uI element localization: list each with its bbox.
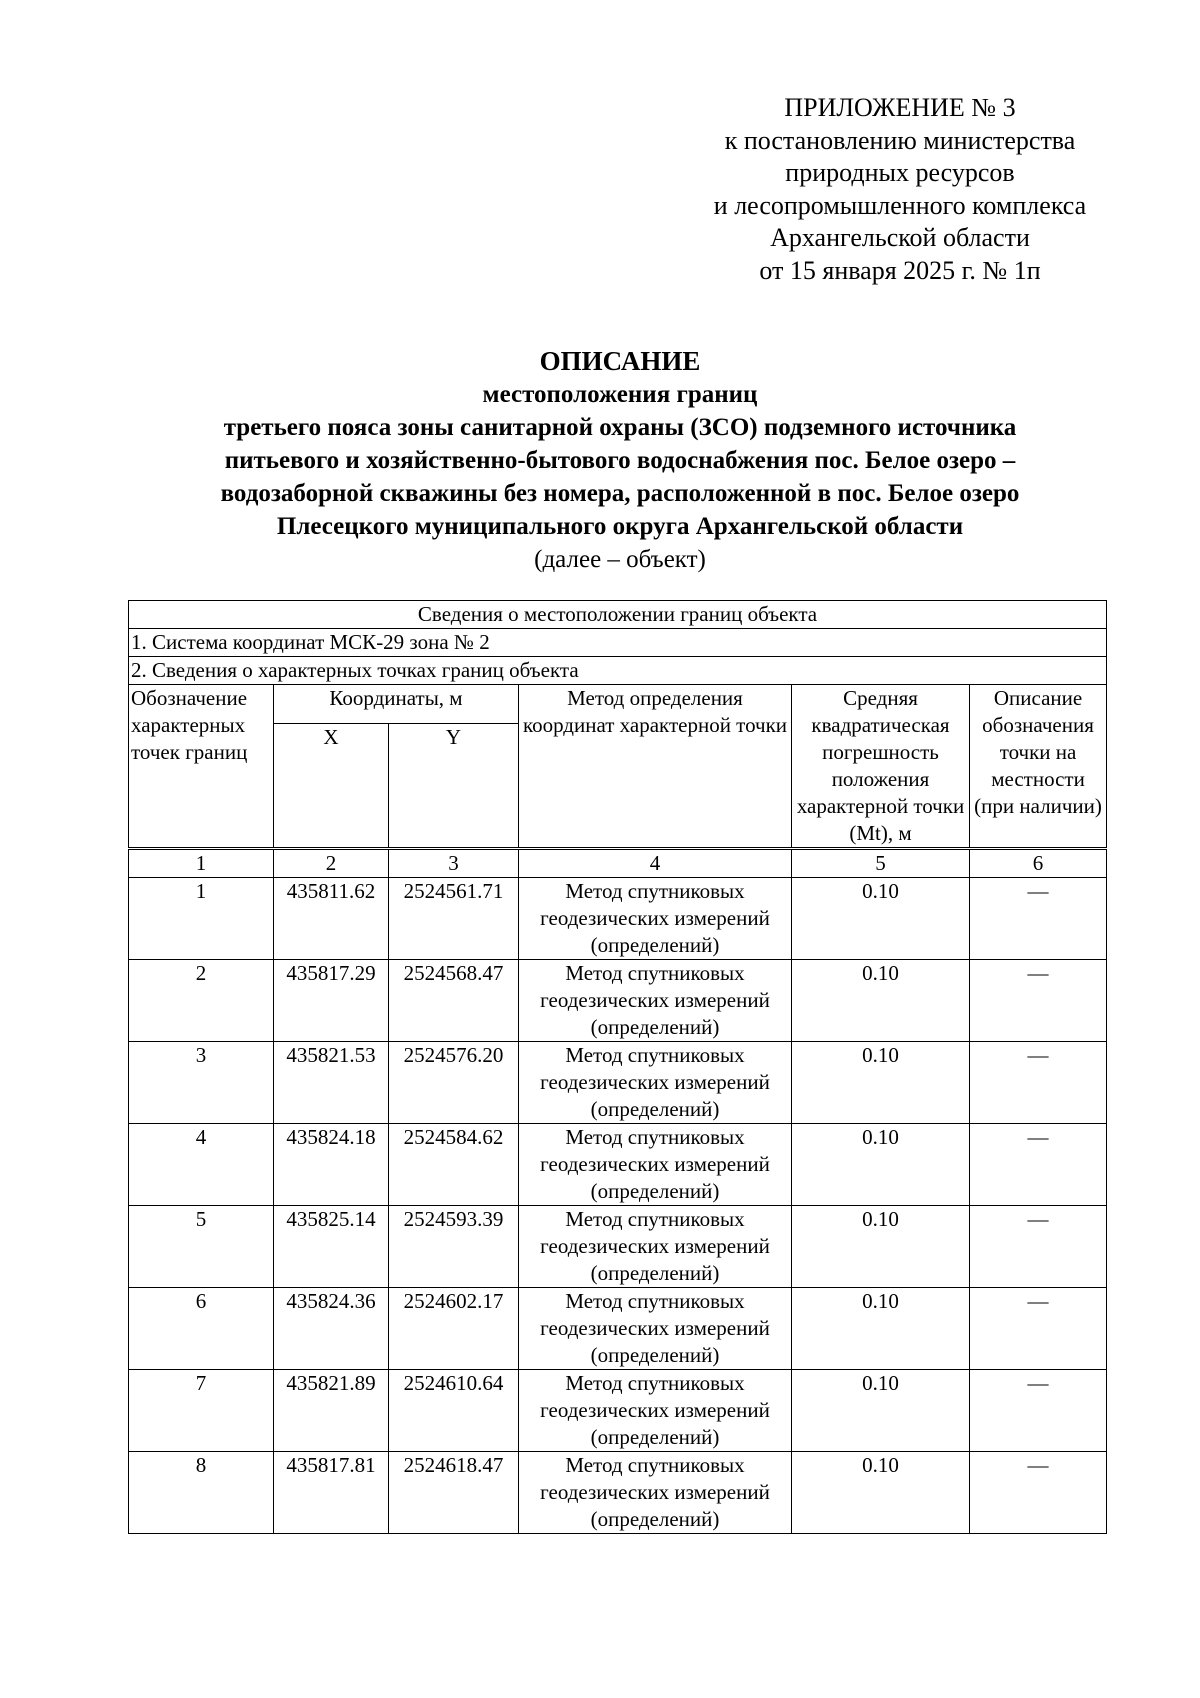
column-number: 3 <box>389 849 519 878</box>
point-description: — <box>970 1206 1107 1288</box>
header-error: Средняя квадратическая погрешность положения характерной точки (Mt), м <box>792 685 970 849</box>
mt-error: 0.10 <box>792 1124 970 1206</box>
coord-y: 2524593.39 <box>389 1206 519 1288</box>
document-title: ОПИСАНИЕ <box>539 346 701 376</box>
coord-x: 435825.14 <box>274 1206 389 1288</box>
point-description: — <box>970 1124 1107 1206</box>
appendix-line: Архангельской области <box>770 223 1030 252</box>
coord-x: 435821.89 <box>274 1370 389 1452</box>
coord-x: 435817.29 <box>274 960 389 1042</box>
appendix-title: ПРИЛОЖЕНИЕ № 3 <box>784 93 1016 122</box>
points-section-title: 2. Сведения о характерных точках границ объекта <box>129 657 1107 685</box>
method: Метод спутниковых геодезических измерений (определений) <box>519 1206 792 1288</box>
method: Метод спутниковых геодезических измерений (определений) <box>519 1124 792 1206</box>
table-row <box>129 960 1107 1042</box>
table-row <box>129 1370 1107 1452</box>
coord-y: 2524602.17 <box>389 1288 519 1370</box>
appendix-date: от 15 января 2025 г. № 1п <box>759 255 1041 285</box>
mt-error: 0.10 <box>792 1370 970 1452</box>
coord-x: 435821.53 <box>274 1042 389 1124</box>
header-description: Описание обозначения точки на местности (при наличии) <box>970 685 1107 849</box>
point-number: 5 <box>129 1206 274 1288</box>
header-y: Y <box>389 723 519 848</box>
point-number: 2 <box>129 960 274 1042</box>
point-number: 3 <box>129 1042 274 1124</box>
method: Метод спутниковых геодезических измерений (определений) <box>519 1042 792 1124</box>
coord-y: 2524610.64 <box>389 1370 519 1452</box>
heading-note: (далее – объект) <box>534 546 706 573</box>
point-number: 6 <box>129 1288 274 1370</box>
mt-error: 0.10 <box>792 1288 970 1370</box>
point-number: 4 <box>129 1124 274 1206</box>
column-number: 6 <box>970 849 1107 878</box>
header-method: Метод определения координат характерной точки <box>519 685 792 849</box>
mt-error: 0.10 <box>792 878 970 960</box>
coord-y: 2524584.62 <box>389 1124 519 1206</box>
table-row <box>129 1042 1107 1124</box>
boundary-points-table <box>128 600 1107 1534</box>
coordinate-system: 1. Система координат МСК-29 зона № 2 <box>129 629 1107 657</box>
header-x: X <box>274 723 389 848</box>
column-number: 1 <box>129 849 274 878</box>
mt-error: 0.10 <box>792 1206 970 1288</box>
coord-y: 2524576.20 <box>389 1042 519 1124</box>
mt-error: 0.10 <box>792 1042 970 1124</box>
header-point: Обозначение характерных точек границ <box>129 685 274 849</box>
table-row <box>129 1288 1107 1370</box>
method: Метод спутниковых геодезических измерений (определений) <box>519 1452 792 1534</box>
mt-error: 0.10 <box>792 960 970 1042</box>
coord-x: 435824.36 <box>274 1288 389 1370</box>
column-number: 2 <box>274 849 389 878</box>
appendix-block <box>660 92 1140 287</box>
method: Метод спутниковых геодезических измерений (определений) <box>519 878 792 960</box>
table-row <box>129 878 1107 960</box>
point-number: 7 <box>129 1370 274 1452</box>
heading-line: водозаборной скважины без номера, расположенной в пос. Белое озеро <box>220 480 1020 507</box>
point-description: — <box>970 960 1107 1042</box>
point-number: 8 <box>129 1452 274 1534</box>
point-number: 1 <box>129 878 274 960</box>
heading-line: питьевого и хозяйственно-бытового водоснабжения пос. Белое озеро – <box>224 447 1016 474</box>
table-row <box>129 1206 1107 1288</box>
table-caption: Сведения о местоположении границ объекта <box>129 601 1107 629</box>
mt-error: 0.10 <box>792 1452 970 1534</box>
table-row <box>129 1452 1107 1534</box>
column-number: 4 <box>519 849 792 878</box>
header-coords: Координаты, м <box>274 685 519 724</box>
method: Метод спутниковых геодезических измерений (определений) <box>519 1288 792 1370</box>
appendix-line: к постановлению министерства <box>724 125 1076 155</box>
appendix-line: природных ресурсов <box>785 158 1015 187</box>
coord-y: 2524568.47 <box>389 960 519 1042</box>
coord-y: 2524618.47 <box>389 1452 519 1534</box>
method: Метод спутниковых геодезических измерений (определений) <box>519 1370 792 1452</box>
point-description: — <box>970 1288 1107 1370</box>
coord-x: 435811.62 <box>274 878 389 960</box>
method: Метод спутниковых геодезических измерений (определений) <box>519 960 792 1042</box>
appendix-line: и лесопромышленного комплекса <box>713 190 1087 220</box>
coord-x: 435817.81 <box>274 1452 389 1534</box>
document-heading <box>120 345 1120 576</box>
coord-y: 2524561.71 <box>389 878 519 960</box>
column-number: 5 <box>792 849 970 878</box>
coord-x: 435824.18 <box>274 1124 389 1206</box>
point-description: — <box>970 1452 1107 1534</box>
table-row <box>129 1124 1107 1206</box>
point-description: — <box>970 1370 1107 1452</box>
point-description: — <box>970 878 1107 960</box>
heading-line: третьего пояса зоны санитарной охраны (ЗСО) подземного источника <box>223 414 1017 441</box>
point-description: — <box>970 1042 1107 1124</box>
heading-line: Плесецкого муниципального округа Архангельской области <box>276 513 964 540</box>
heading-line: местоположения границ <box>482 381 758 408</box>
